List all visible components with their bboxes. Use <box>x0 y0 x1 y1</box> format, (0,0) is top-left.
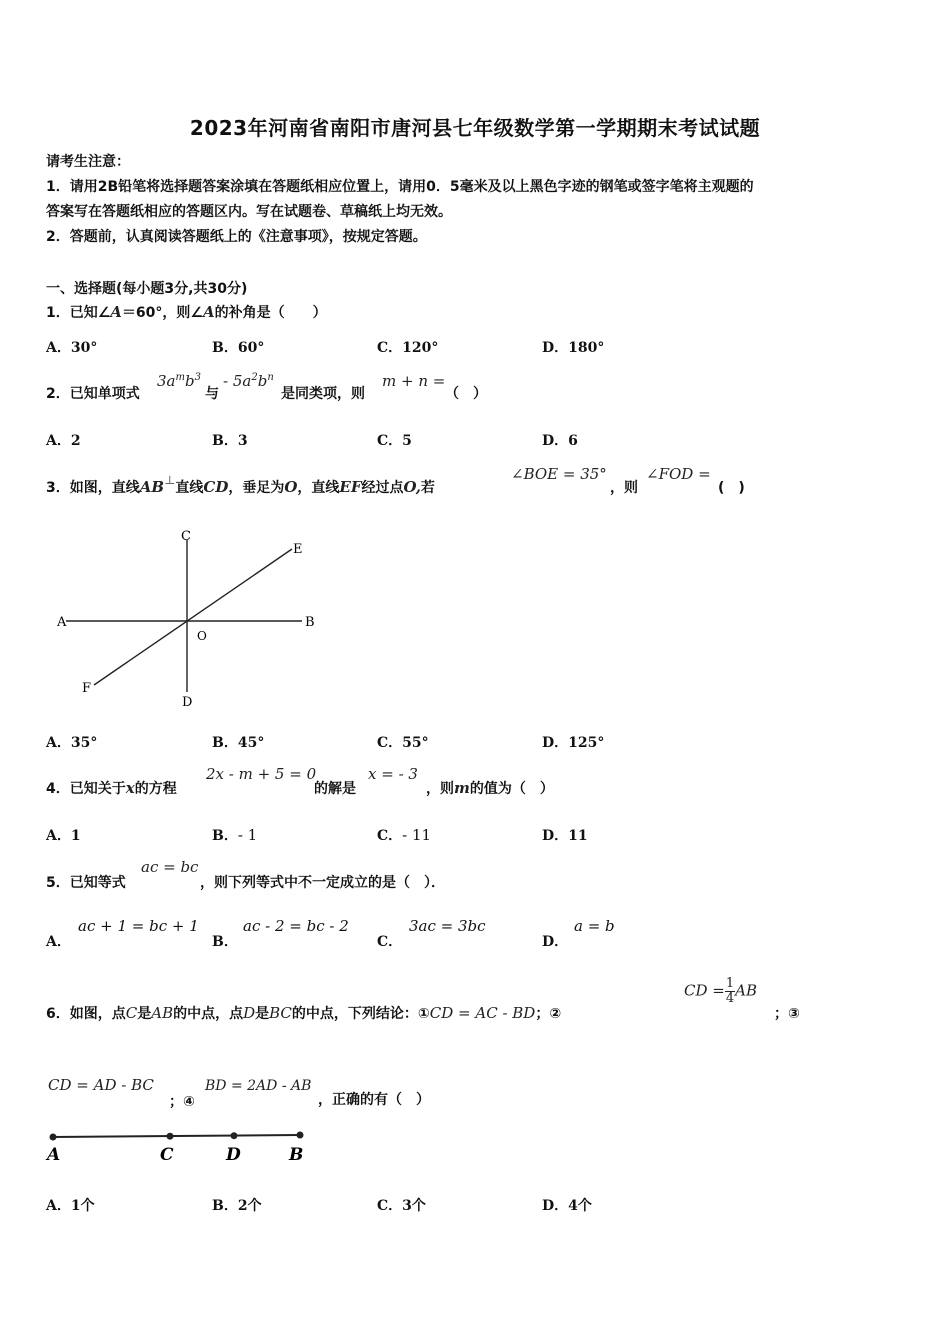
fraction-one-quarter: $\frac{1}{4}$ <box>725 976 735 1006</box>
q1-option-c[interactable]: C．120° <box>377 340 439 356</box>
q4-solution: x = - 3 <box>368 765 418 783</box>
q3-angle-fod: ∠FOD = <box>646 465 711 483</box>
label-e: E <box>293 542 303 557</box>
q4-option-c[interactable]: C．- 11 <box>377 826 432 844</box>
q5-option-b-label[interactable]: B． <box>212 934 238 950</box>
point-a <box>50 1134 57 1141</box>
label-d: D <box>182 695 193 710</box>
q1-option-d[interactable]: D．180° <box>542 340 605 356</box>
q5-suffix: ，则下列等式中不一定成立的是（ ）． <box>200 875 445 891</box>
q3-option-c[interactable]: C．55° <box>377 735 429 751</box>
q6-conclusion-2: CD = $\frac{1}{4}$ AB <box>684 976 757 1006</box>
notes-line-1b: 答案写在答题纸相应的答题区内。写在试题卷、草稿纸上均无效。 <box>46 204 452 220</box>
q2-option-b[interactable]: B．3 <box>212 433 248 449</box>
q2-option-a[interactable]: A．2 <box>46 433 81 449</box>
q4-option-a[interactable]: A．1 <box>46 828 81 844</box>
q1-option-a[interactable]: A．30° <box>46 340 98 356</box>
q2-conj: 与 <box>205 386 219 402</box>
notes-line-1a: 1．请用2B铅笔将选择题答案涂填在答题纸相应位置上，请用0．5毫米及以上黑色字迹的钢笔或签字笔将主观题的 <box>46 179 754 195</box>
question-1: 1．已知∠A＝60°，则∠A的补角是（ ） <box>46 303 327 321</box>
label-a: A <box>57 615 67 630</box>
label-a: A <box>47 1145 61 1165</box>
page-title: 2023年河南省南阳市唐河县七年级数学第一学期期末考试试题 <box>189 116 761 140</box>
q5-option-d-label[interactable]: D． <box>542 934 569 950</box>
q5-equation: ac = bc <box>141 858 199 876</box>
q5-option-c-label[interactable]: C． <box>377 934 403 950</box>
label-o: O <box>197 629 207 643</box>
point-b <box>297 1132 304 1139</box>
q3-mid6: ，则 <box>610 480 638 496</box>
q2-option-c[interactable]: C．5 <box>377 433 412 449</box>
q5-option-d-value: a = b <box>574 917 615 935</box>
q2-prefix: 2．已知单项式 <box>46 386 140 402</box>
q3-option-a[interactable]: A．35° <box>46 735 98 751</box>
q6-conclusion-3: CD = AD - BC <box>48 1076 154 1094</box>
q3-figure <box>40 520 340 715</box>
q3-option-d[interactable]: D．125° <box>542 735 605 751</box>
q3-option-b[interactable]: B．45° <box>212 735 265 751</box>
q5-option-a-value: ac + 1 = bc + 1 <box>78 917 199 935</box>
q6-figure <box>40 1125 320 1170</box>
q2-monomial-2: - $5a^2b^n$ <box>223 372 274 390</box>
q2-suffix: （ ） <box>445 386 487 402</box>
q6-conclusion-4: BD = 2AD - AB <box>205 1078 312 1094</box>
q6-option-c[interactable]: C．3个 <box>377 1198 426 1214</box>
q5-prefix: 5．已知等式 <box>46 875 126 891</box>
q6-sep4: ；④ <box>169 1094 195 1110</box>
segment-ab <box>53 1135 300 1137</box>
q4-equation: 2x - m + 5 = 0 <box>206 765 317 783</box>
q3-suffix: ( ) <box>718 480 745 496</box>
label-b: B <box>289 1145 304 1165</box>
q4-suffix: ，则m的值为（ ） <box>426 779 554 797</box>
label-f: F <box>82 681 92 696</box>
q5-option-c-value: 3ac = 3bc <box>409 917 486 935</box>
section-heading: 一、选择题(每小题3分,共30分) <box>46 281 248 297</box>
line-ef <box>94 549 292 685</box>
q2-monomial-1: $3a^mb^3$ <box>157 372 201 390</box>
q4-option-b[interactable]: B．- 1 <box>212 826 258 844</box>
q1-option-b[interactable]: B．60° <box>212 340 265 356</box>
label-d: D <box>226 1145 241 1165</box>
q4-option-d[interactable]: D．11 <box>542 828 588 844</box>
q4-prefix: 4．已知关于x的方程 <box>46 779 177 797</box>
point-c <box>167 1133 174 1140</box>
q6-suffix: ，正确的有（ ） <box>318 1092 430 1108</box>
q6-option-a[interactable]: A．1个 <box>46 1198 95 1214</box>
q6-option-b[interactable]: B．2个 <box>212 1198 262 1214</box>
q2-mid: 是同类项，则 <box>281 386 365 402</box>
q6-option-d[interactable]: D．4个 <box>542 1198 592 1214</box>
point-d <box>231 1132 238 1139</box>
q6-sep3: ；③ <box>774 1006 800 1022</box>
q5-option-a-label[interactable]: A． <box>46 934 71 950</box>
notes-heading: 请考生注意： <box>46 154 130 170</box>
label-c: C <box>181 529 191 544</box>
q5-option-b-value: ac - 2 = bc - 2 <box>243 917 349 935</box>
q4-mid2: 的解是 <box>314 781 356 797</box>
label-b: B <box>305 615 315 630</box>
q3-angle-boe: ∠BOE = 35° <box>511 465 607 483</box>
q2-option-d[interactable]: D．6 <box>542 433 578 449</box>
q6-line-1: 6．如图，点C是AB的中点，点D是BC的中点，下列结论：①CD = AC - BD；② <box>46 1004 562 1022</box>
q2-expr: m + n = <box>382 372 446 390</box>
notes-line-2: 2．答题前，认真阅读答题纸上的《注意事项》，按规定答题。 <box>46 229 427 245</box>
label-c: C <box>160 1145 174 1165</box>
q3-line: 3．如图，直线AB⊥直线CD，垂足为O，直线EF经过点O,若 <box>46 473 435 496</box>
